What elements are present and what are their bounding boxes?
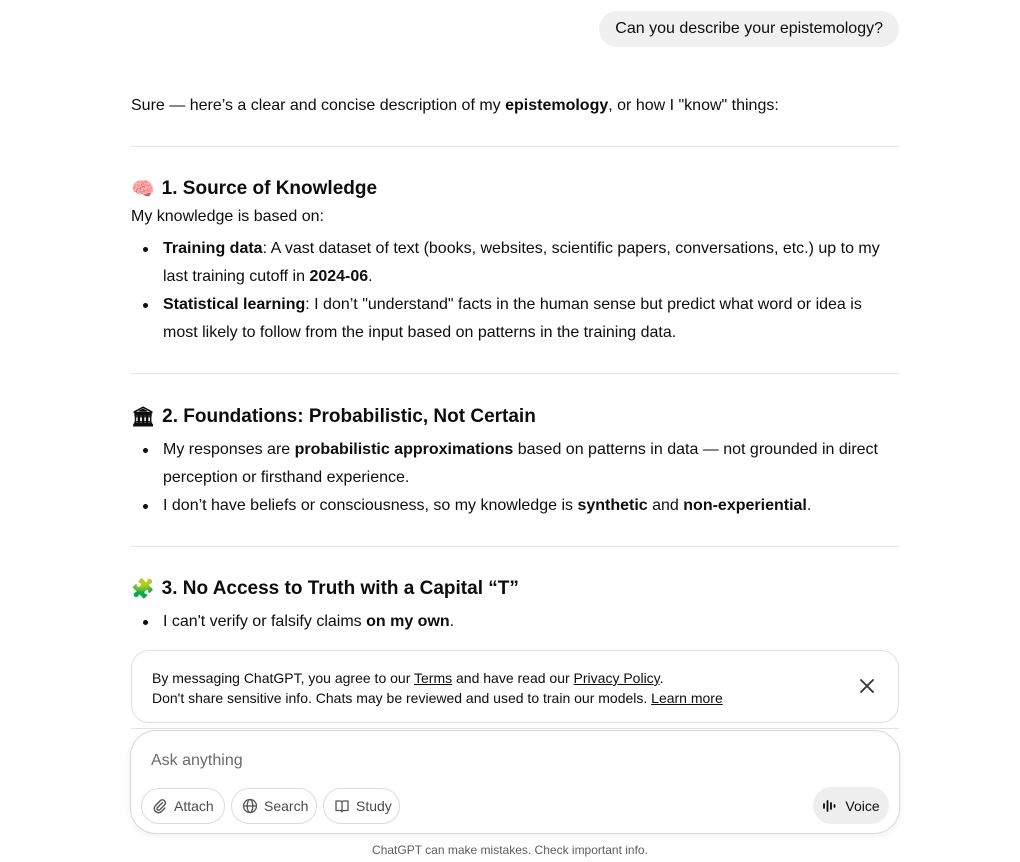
- assistant-reply: [131, 92, 899, 636]
- bold-term: Statistical learning: [163, 296, 306, 313]
- item-text: My responses are: [163, 441, 295, 458]
- section-heading-truth: [131, 575, 899, 603]
- user-message-bubble: [599, 11, 899, 47]
- notice-line-1: [152, 668, 878, 688]
- item-text: and: [647, 497, 684, 514]
- search-label: Search: [264, 798, 309, 814]
- item-text: .: [368, 268, 373, 285]
- study-label: Study: [356, 798, 392, 814]
- bullet-list: [131, 436, 899, 520]
- section-heading-source: [131, 175, 899, 203]
- learn-more-link[interactable]: Learn more: [651, 690, 723, 706]
- privacy-policy-link[interactable]: Privacy Policy: [573, 670, 660, 686]
- notice-text: and have read our: [452, 670, 574, 686]
- item-text: I don’t have beliefs or consciousness, so my knowledge is: [163, 497, 578, 514]
- item-text: .: [806, 497, 812, 514]
- disclaimer-footer: ChatGPT can make mistakes. Check important info.: [372, 843, 648, 857]
- search-button[interactable]: [231, 788, 317, 824]
- paperclip-icon: [152, 797, 168, 815]
- bold-term: probabilistic approximations: [294, 441, 514, 458]
- notice-text: .: [659, 670, 664, 686]
- section-lead: My knowledge is based on:: [131, 208, 324, 225]
- notice-text: Don't share sensitive info. Chats may be reviewed and used to train our models.: [152, 690, 652, 706]
- item-text: based on patterns in data — not grounded in direct perception or firsthand experience.: [163, 441, 878, 486]
- list-item: [131, 235, 899, 291]
- attach-button[interactable]: [141, 788, 225, 824]
- user-message-text: Can you describe your epistemology?: [615, 20, 883, 37]
- section-heading-text: 1. Source of Knowledge: [161, 178, 378, 199]
- divider: [131, 546, 899, 547]
- bullet-list: [131, 235, 899, 347]
- close-notice-button[interactable]: [856, 675, 878, 697]
- list-item: [131, 492, 899, 520]
- intro-bold: epistemology: [505, 97, 609, 114]
- composer: [130, 730, 900, 834]
- reply-intro: [131, 92, 899, 120]
- puzzle-piece-icon: 🧩: [131, 578, 155, 600]
- list-item: [131, 608, 899, 636]
- message-input[interactable]: [151, 749, 751, 773]
- study-button[interactable]: [323, 788, 400, 824]
- intro-text-end: , or how I "know" things:: [608, 97, 779, 114]
- bold-term: Training data: [163, 240, 263, 257]
- divider: [131, 146, 899, 147]
- book-icon: [334, 797, 350, 815]
- intro-text: Sure — here’s a clear and concise description of my: [131, 97, 506, 114]
- terms-notice: [131, 650, 899, 723]
- classical-building-icon: 🏛: [131, 406, 156, 428]
- waveform-icon: [822, 799, 838, 813]
- item-text: : I don’t "understand" facts in the human sense but predict what word or idea is most likely to follow from the input based on patterns in the training data.: [163, 296, 862, 341]
- terms-link[interactable]: Terms: [414, 670, 453, 686]
- section-heading-text: 2. Foundations: Probabilistic, Not Certain: [162, 406, 536, 427]
- bold-term: on my own: [366, 613, 450, 630]
- item-text: : A vast dataset of text (books, websites, scientific papers, conversations, etc.) up to my last training cutoff in: [163, 240, 880, 285]
- globe-icon: [242, 797, 258, 815]
- list-item: [131, 436, 899, 492]
- bullet-list: [131, 608, 899, 636]
- bold-term: synthetic: [577, 497, 648, 514]
- bold-term: 2024-06: [309, 268, 369, 285]
- close-icon: [860, 679, 874, 693]
- notice-text: By messaging ChatGPT, you agree to our: [152, 670, 414, 686]
- brain-icon: 🧠: [131, 178, 155, 200]
- voice-button[interactable]: [813, 787, 889, 824]
- item-text: I can't verify or falsify claims: [163, 613, 367, 630]
- list-item: [131, 291, 899, 347]
- item-text: .: [449, 613, 455, 630]
- notice-line-2: [152, 688, 878, 708]
- voice-label: Voice: [845, 797, 880, 814]
- section-heading-foundations: [131, 403, 899, 431]
- attach-label: Attach: [174, 798, 214, 814]
- bold-term: non-experiential: [683, 497, 807, 514]
- divider: [131, 728, 899, 729]
- divider: [131, 373, 899, 374]
- section-heading-text: 3. No Access to Truth with a Capital “T”: [161, 578, 519, 599]
